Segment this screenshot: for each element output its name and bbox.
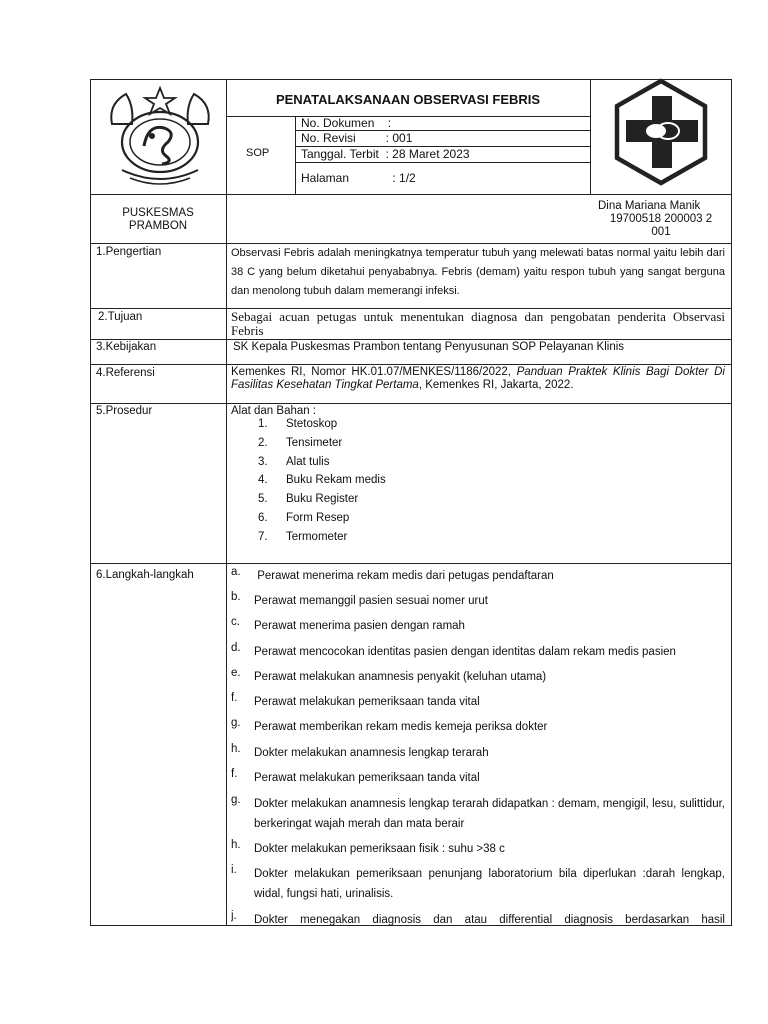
step-item: g. Dokter melakukan anamnesis lengkap terarah didapatkan : demam, mengigil, lesu, sulittidur, berkeringat wajah merah dan mata berair (231, 794, 725, 830)
step-item: j. Dokter menegakan diagnosis dan atau differential diagnosis berdasarkan hasil (231, 910, 725, 926)
puskesmas-cross-logo-icon (606, 78, 716, 188)
tujuan-text: Sebagai acuan petugas untuk menentukan diagnosa dan pengobatan penderita Observasi Febris (231, 309, 725, 338)
step-item: f. Perawat melakukan pemeriksaan tanda vital (231, 768, 480, 784)
grid-line (90, 403, 732, 404)
signer-nip: 19700518 200003 2 001 (609, 213, 713, 238)
halaman: Halaman : 1/2 (301, 171, 416, 185)
grid-line (90, 339, 732, 340)
grid-line (90, 194, 732, 195)
list-item: 7. Termometer (258, 531, 348, 543)
grid-line (226, 116, 590, 117)
org-name: PUSKESMAS PRAMBON (122, 207, 194, 232)
step-item: a. Perawat menerima rekam medis dari petugas pendaftaran (231, 566, 554, 582)
prosedur-heading: Alat dan Bahan : (231, 405, 317, 417)
step-item: e. Perawat melakukan anamnesis penyakit (keluhan utama) (231, 667, 547, 683)
step-item: f. Perawat melakukan pemeriksaan tanda vital (231, 692, 480, 708)
signer-name: Dina Mariana Manik (598, 200, 701, 212)
section-label-tujuan: 2.Tujuan (98, 311, 143, 323)
list-item: 6. Form Resep (258, 512, 350, 524)
step-item: i. Dokter melakukan pemeriksaan penunjang laboratorium bila diperlukan :darah lengkap, widal, fungsi hati, urinalisis. (231, 864, 725, 900)
step-item: g. Perawat memberikan rekam medis kemeja periksa dokter (231, 717, 548, 733)
section-label-referensi: 4.Referensi (96, 367, 155, 379)
list-item: 2. Tensimeter (258, 437, 343, 449)
grid-line (90, 563, 732, 564)
section-label-pengertian: 1.Pengertian (96, 246, 162, 258)
no-revisi: No. Revisi : 001 (301, 131, 413, 145)
referensi-title: Panduan Praktek Klinis Bagi Dokter Di Fasilitas Kesehatan Tingkat Pertama (231, 366, 725, 391)
step-item: c. Perawat menerima pasien dengan ramah (231, 616, 465, 632)
pengertian-text: Observasi Febris adalah meningkatnya temperatur tubuh yang melewati batas normal yaitu lebih dari 38 C yang belum diketahui penyababnya. Febris (demam) yaitu respon tubuh yang sangat berguna dan menolong tubuh dalam memerangi infeksi. (231, 247, 725, 297)
grid-line (295, 116, 296, 194)
grid-line (226, 79, 227, 926)
section-label-kebijakan: 3.Kebijakan (96, 341, 157, 353)
grid-line (90, 364, 732, 365)
list-item: 3. Alat tulis (258, 456, 330, 468)
list-item: 5. Buku Register (258, 493, 359, 505)
sop-label: SOP (246, 147, 270, 159)
referensi-text (231, 366, 725, 392)
referensi-source: Kemenkes RI, Nomor HK.01.07/MENKES/1186/2022, (231, 366, 517, 378)
step-item: d. Perawat mencocokan identitas pasien dengan identitas dalam rekam medis pasien (231, 642, 676, 658)
document-title: PENATALAKSANAAN OBSERVASI FEBRIS (275, 92, 541, 107)
step-item: h. Dokter melakukan pemeriksaan fisik : suhu >38 c (231, 839, 505, 855)
regency-seal-icon (104, 84, 216, 188)
grid-line (295, 162, 590, 163)
step-item: h. Dokter melakukan anamnesis lengkap terarah (231, 743, 489, 759)
kebijakan-text: SK Kepala Puskesmas Prambon tentang Penyusunan SOP Pelayanan Klinis (233, 341, 625, 353)
grid-line (590, 79, 591, 194)
list-item: 1. Stetoskop (258, 418, 338, 430)
step-item: b. Perawat memanggil pasien sesuai nomer urut (231, 591, 488, 607)
no-dokumen: No. Dokumen : (301, 116, 392, 130)
referensi-publisher: , Kemenkes RI, Jakarta, 2022. (418, 379, 574, 391)
tanggal-terbit: Tanggal. Terbit : 28 Maret 2023 (301, 147, 470, 161)
section-label-langkah: 6.Langkah-langkah (96, 569, 194, 581)
list-item: 4. Buku Rekam medis (258, 474, 386, 486)
section-label-prosedur: 5.Prosedur (96, 405, 153, 417)
